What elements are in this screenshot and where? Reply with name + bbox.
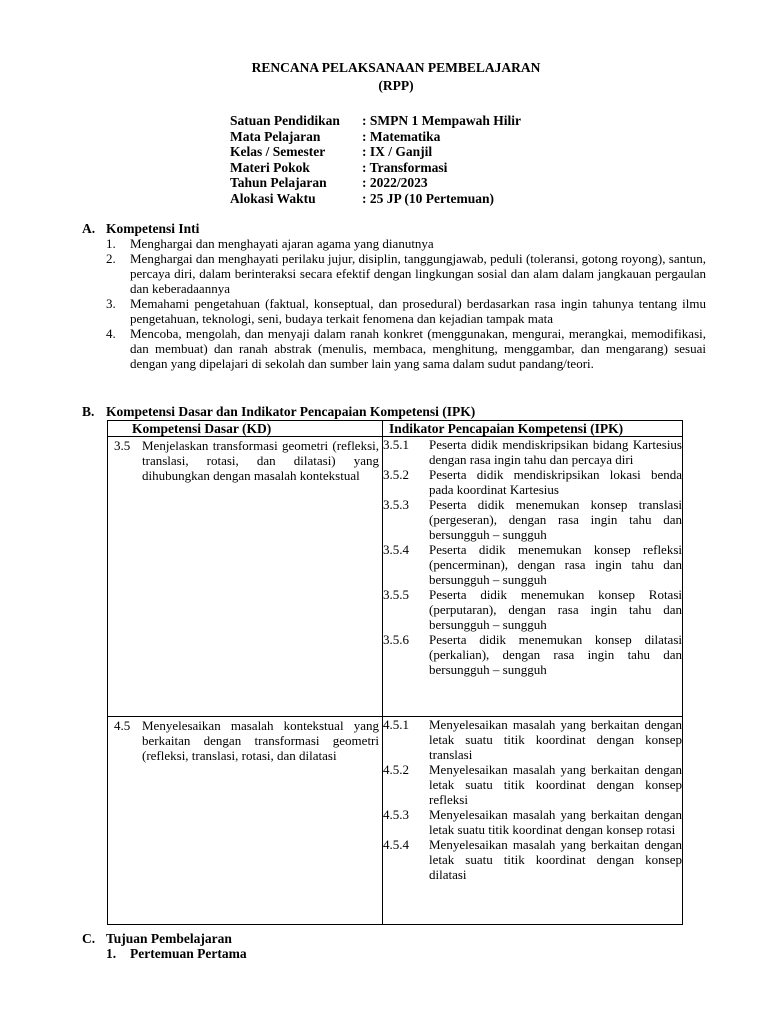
item-number: 3. (106, 296, 116, 311)
section-c-heading (82, 931, 232, 946)
ipk-text: Peserta didik mendiskripsikan lokasi benda pada koordinat Kartesius (429, 467, 682, 497)
section-letter: C. (82, 931, 96, 946)
kd-cell (108, 717, 383, 925)
ipk-code: 4.5.3 (383, 807, 409, 822)
identity-row (230, 160, 521, 176)
item-number: 1. (106, 236, 116, 251)
ipk-item (383, 807, 682, 837)
ipk-item (383, 632, 682, 677)
ipk-item (383, 497, 682, 542)
identity-value: : Transformasi (362, 159, 448, 175)
ipk-text: Peserta didik mendiskripsikan bidang Kartesius dengan rasa ingin tahu dan percaya diri (429, 437, 682, 467)
ipk-item (383, 762, 682, 807)
ipk-text: Menyelesaikan masalah yang berkaitan dengan letak suatu titik koordinat dengan konsep refleksi (429, 762, 682, 807)
item-number: 2. (106, 251, 116, 266)
kd-code: 4.5 (114, 718, 131, 733)
item-text: Pertemuan Pertama (130, 946, 247, 961)
identity-value: : SMPN 1 Mempawah Hilir (362, 113, 521, 128)
column-header-ipk: Indikator Pencapaian Kompetensi (IPK) (383, 421, 683, 437)
ipk-code: 4.5.4 (383, 837, 409, 852)
kd-text: Menyelesaikan masalah kontekstual yang berkaitan dengan transformasi geometri (refleksi, translasi, rotasi, dan dilatasi (142, 718, 379, 763)
ipk-item (383, 467, 682, 497)
identity-row (230, 175, 521, 191)
ipk-item (383, 587, 682, 632)
section-title: Tujuan Pembelajaran (106, 931, 232, 946)
ipk-code: 3.5.4 (383, 542, 409, 557)
identity-value: : 2022/2023 (362, 175, 428, 190)
ipk-cell (383, 437, 683, 717)
ipk-code: 3.5.2 (383, 467, 409, 482)
identity-label: Alokasi Waktu (230, 190, 316, 206)
identity-row (230, 144, 521, 160)
ipk-text: Peserta didik menemukan konsep refleksi (pencerminan), dengan rasa ingin tahu dan bersungguh – sungguh (429, 542, 682, 587)
list-item (106, 251, 706, 296)
ipk-item (383, 437, 682, 467)
identity-label: Tahun Pelajaran (230, 175, 327, 190)
ipk-text: Menyelesaikan masalah yang berkaitan dengan letak suatu titik koordinat dengan konsep translasi (429, 717, 682, 762)
ipk-item (383, 542, 682, 587)
section-a-heading (82, 221, 199, 236)
section-b-heading (82, 404, 475, 419)
ipk-item (383, 837, 682, 882)
identity-row (230, 113, 521, 129)
identity-value: : Matematika (362, 128, 441, 144)
kd-ipk-table (107, 420, 683, 925)
ipk-text: Menyelesaikan masalah yang berkaitan dengan letak suatu titik koordinat dengan konsep dilatasi (429, 837, 682, 882)
ipk-text: Menyelesaikan masalah yang berkaitan dengan letak suatu titik koordinat dengan konsep rotasi (429, 807, 682, 837)
column-header-kd: Kompetensi Dasar (KD) (108, 421, 383, 437)
list-item (106, 326, 706, 371)
document-subtitle: (RPP) (378, 78, 414, 93)
ipk-code: 3.5.1 (383, 437, 409, 452)
identity-label: Mata Pelajaran (230, 128, 321, 144)
identity-value: : 25 JP (10 Pertemuan) (362, 190, 494, 206)
list-item (106, 296, 706, 326)
list-item (106, 236, 706, 251)
item-text: Menghargai dan menghayati perilaku jujur, disiplin, tanggungjawab, peduli (toleransi, gotong royong), santun, percaya diri, dalam berinteraksi secara efektif dengan lingkungan sosial dan alam dalam jangkauan pergaulan dan keberadaannya (130, 251, 706, 296)
ipk-code: 3.5.5 (383, 587, 409, 602)
kd-code: 3.5 (114, 438, 131, 453)
identity-row (230, 129, 521, 145)
section-letter: A. (82, 221, 96, 236)
identity-row (230, 191, 521, 207)
item-number: 4. (106, 326, 116, 341)
ipk-item (383, 717, 682, 762)
table-row (108, 437, 683, 717)
identity-value: : IX / Ganjil (362, 144, 433, 159)
identity-label: Kelas / Semester (230, 144, 326, 159)
item-text: Menghargai dan menghayati ajaran agama yang dianutnya (130, 236, 434, 251)
identity-label: Materi Pokok (230, 159, 310, 175)
item-text: Memahami pengetahuan (faktual, konseptual, dan prosedural) berdasarkan rasa ingin tahunya tentang ilmu pengetahuan, teknologi, seni, budaya terkait fenomena dan kejadian tampak mata (130, 296, 706, 326)
ipk-code: 4.5.2 (383, 762, 409, 777)
ipk-text: Peserta didik menemukan konsep Rotasi (perputaran), dengan rasa ingin tahu dan bersungguh – sungguh (429, 587, 682, 632)
document-title: RENCANA PELAKSANAAN PEMBELAJARAN (251, 60, 541, 75)
section-title: Kompetensi Dasar dan Indikator Pencapaian Kompetensi (IPK) (106, 404, 476, 419)
ipk-code: 3.5.3 (383, 497, 409, 512)
item-number: 1. (106, 946, 117, 961)
ipk-text: Peserta didik menemukan konsep translasi (pergeseran), dengan rasa ingin tahu dan bersungguh – sungguh (429, 497, 682, 542)
table-row (108, 717, 683, 925)
kd-text: Menjelaskan transformasi geometri (refleksi, translasi, rotasi, dan dilatasi) yang dihubungkan dengan masalah kontekstual (142, 438, 379, 483)
kompetensi-inti-list (106, 236, 706, 371)
identity-block (230, 113, 521, 206)
ipk-text: Peserta didik menemukan konsep dilatasi (perkalian), dengan rasa ingin tahu dan bersungguh – sungguh (429, 632, 682, 677)
table-header-row (108, 421, 683, 437)
kd-cell (108, 437, 383, 717)
section-title: Kompetensi Inti (106, 221, 200, 236)
ipk-code: 3.5.6 (383, 632, 409, 647)
ipk-code: 4.5.1 (383, 717, 409, 732)
item-text: Mencoba, mengolah, dan menyaji dalam ranah konkret (menggunakan, mengurai, merangkai, memodifikasi, dan membuat) dan ranah abstrak (menulis, membaca, menghitung, menggambar, dan mengarang) sesuai dengan yang dipelajari di sekolah dan sumber lain yang sama dalam sudut pandang/teori. (130, 326, 706, 371)
ipk-cell (383, 717, 683, 925)
identity-label: Satuan Pendidikan (230, 113, 340, 128)
section-letter: B. (82, 404, 95, 419)
list-item (106, 946, 247, 961)
